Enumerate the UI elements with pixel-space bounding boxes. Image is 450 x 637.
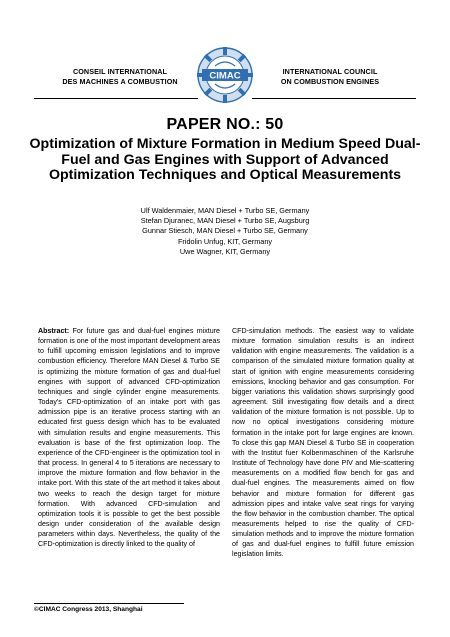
footer-copyright: ©CIMAC Congress 2013, Shanghai: [34, 606, 143, 613]
abstract-column-left: [38, 326, 220, 549]
author-line: Gunnar Stiesch, MAN Diesel + Turbo SE, Germany: [142, 226, 308, 236]
header-left-line2: DES MACHINES A COMBUSTION: [62, 77, 178, 86]
header-left-line1: CONSEIL INTERNATIONAL: [72, 67, 168, 76]
abstract-label: Abstract:: [38, 327, 70, 335]
abstract-text-right: CFD-simulation methods. The easiest way to validate mixture formation simulation results is an indirect validation with engine measurements. The validation is a comparison of the simulated mixture formation quality at start of ignition with engine measurements considering emissions, knocking behavior and gas consumption. For bigger variations this validation shows surprisingly good agreement. Still investigating flow details and a direct validation of the mixture formation is not possible. Up to now no optical investigations considering mixture formation in the intake port for large engines are known. To close this gap MAN Diesel & Turbo SE in cooperation with the Institut fuer Kolbenmaschinen of the Karlsruhe Institute of Technology have done PIV and Mie-scattering measurements on a modified flow bench for gas and dual-fuel engines. The measurements aimed on flow behavior and mixture formation for different gas admission pipes and intake valve seat rings for varying the flow behavior in the combustion chamber. The optical measurements helped to rise the quality of CFD-simulation methods and to improve the mixture formation of gas and dual-fuel engines to fulfill future emission legislation limits.: [232, 327, 414, 559]
logo-text: CIMAC: [209, 70, 241, 82]
cimac-logo: [196, 46, 254, 104]
author-line: Fridolin Unfug, KIT, Germany: [177, 236, 273, 246]
author-line: Ulf Waldenmaier, MAN Diesel + Turbo SE, Germany: [140, 206, 310, 215]
abstract-text-left: For future gas and dual-fuel engines mixture formation is one of the most important development areas to fulfill upcoming emission legislations and to improve combustion efficiency. Therefore MAN Diesel & Turbo SE is optimizing the mixture formation of gas and dual-fuel engines with support of advanced CFD-optimization techniques and single cylinder engine measurements. Today's CFD-optimization of an intake port with gas admission pipe is an iterative process starting with an educated first guess design which has to be evaluated with simulation results and engine measurements. This evaluation is base of the first optimization loop. The experience of the CFD-engineer is the optimization tool in that process. In general 4 to 5 iterations are necessary to improve the mixture formation and flow behavior in the intake port. With this state of the art method it takes about two weeks to reach the design target for mixture formation. With advanced CFD-simulation and optimization tools it is possible to get the best possible design under consideration of the available design parameters within days. Nevertheless, the quality of the CFD-optimization is directly linked to the quality of: [38, 327, 220, 549]
paper-title: Optimization of Mixture Formation in Medium Speed Dual-Fuel and Gas Engines with Support of Advanced Optimization Techniques and Optical Measurements: [29, 136, 421, 184]
paper-number: PAPER NO.: 50: [166, 116, 284, 133]
abstract-column-right: [232, 326, 414, 560]
author-line: Uwe Wagner, KIT, Germany: [179, 246, 271, 256]
footer-rule: [34, 603, 184, 604]
header-right-line2: ON COMBUSTION ENGINES: [280, 77, 380, 86]
header-english: [256, 67, 404, 87]
header-rule-right: [252, 98, 416, 99]
header-french: [40, 67, 200, 87]
header-rule-left: [34, 98, 198, 99]
header-right-line1: INTERNATIONAL COUNCIL: [282, 67, 378, 76]
author-line: Stefan Djuranec, MAN Diesel + Turbo SE, Augsburg: [140, 216, 310, 226]
author-list: [0, 206, 450, 257]
cimac-emblem-icon: [196, 46, 254, 104]
